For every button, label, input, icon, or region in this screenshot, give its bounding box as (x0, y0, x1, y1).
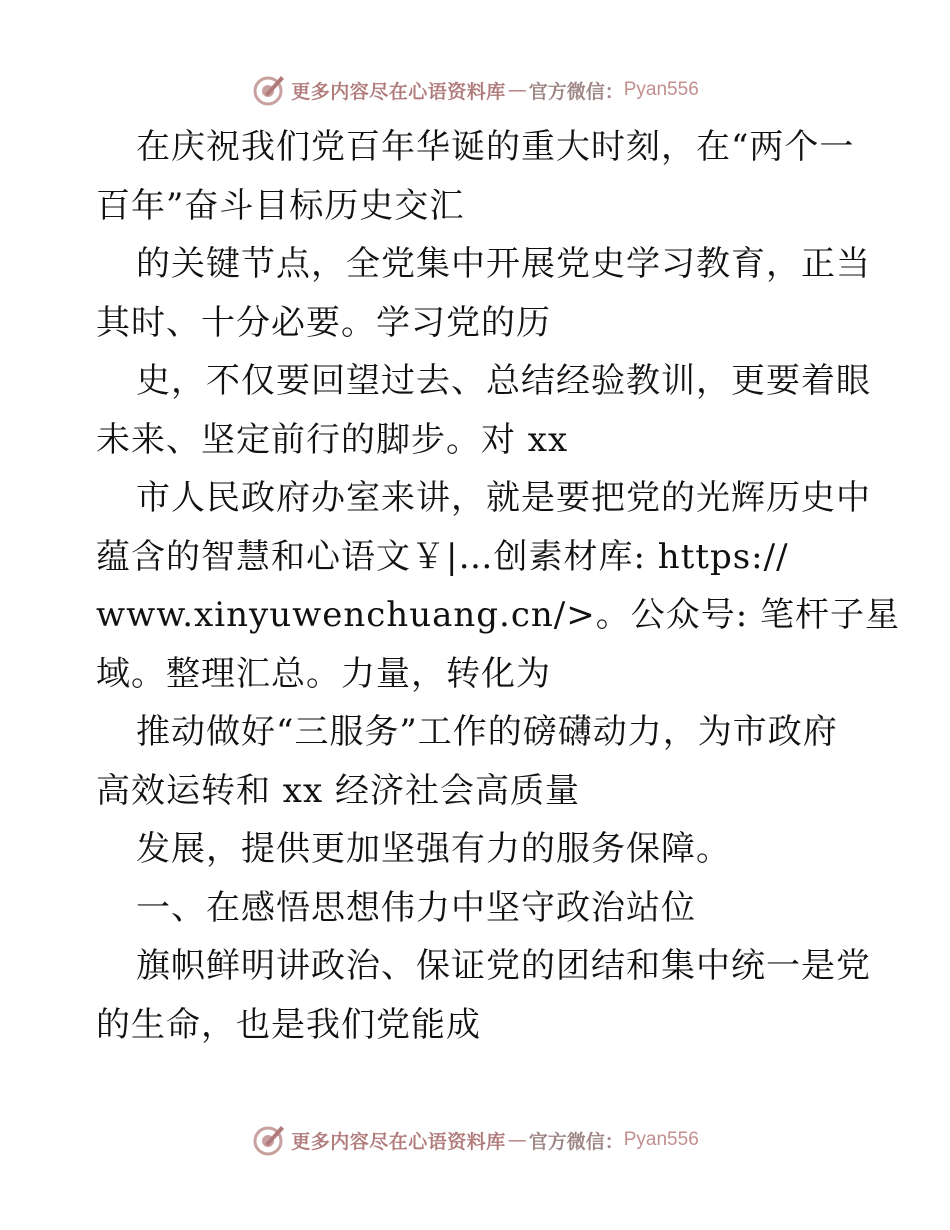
watermark-title: 更多内容尽在心语资料库 (291, 1130, 506, 1153)
text-line: 发展，提供更加坚强有力的服务保障。 (136, 829, 731, 869)
watermark-title: 更多内容尽在心语资料库 (291, 80, 506, 103)
header-watermark (0, 70, 950, 110)
watermark-wechat-label: 官方微信： (528, 1130, 624, 1153)
quill-circle-logo-icon (251, 72, 287, 108)
text-line: 未来、坚定前行的脚步。对 xx (96, 419, 569, 460)
text-line: www.xinyuwenchuang.cn/>。公众号: 笔杆子星 (96, 595, 900, 635)
text-line: 的关键节点，全党集中开展党史学习教育，正当 (136, 244, 871, 284)
text-line: 推动做好“三服务”工作的磅礴动力，为市政府 (136, 712, 838, 752)
quill-circle-logo-icon (251, 1122, 287, 1158)
text-line: 旗帜鲜明讲政治、保证党的团结和集中统一是党 (136, 946, 871, 986)
text-line: 的生命，也是我们党能成 (96, 1004, 481, 1045)
watermark-wechat-id: Pyan556 (623, 79, 699, 100)
text-line: 域。整理汇总。力量，转化为 (96, 653, 551, 694)
watermark-separator: — (507, 79, 527, 101)
text-line: 其时、十分必要。学习党的历 (96, 302, 551, 343)
watermark-wechat-label: 官方微信： (528, 80, 624, 103)
text-line: 百年”奋斗目标历史交汇 (96, 185, 465, 226)
section-heading: 一、在感悟思想伟力中坚守政治站位 (136, 887, 696, 928)
watermark-separator: — (507, 1129, 527, 1151)
text-line: 市人民政府办室来讲，就是要把党的光辉历史中 (136, 478, 871, 518)
text-line: 在庆祝我们党百年华诞的重大时刻，在“两个一 (136, 127, 855, 167)
text-line: 高效运转和 xx 经济社会高质量 (96, 770, 580, 811)
text-line: 蕴含的智慧和心语文￥|…创素材库: https:// (96, 536, 789, 577)
text-line: 史，不仅要回望过去、总结经验教训，更要着眼 (136, 361, 871, 401)
footer-watermark (0, 1120, 950, 1160)
document-body (96, 118, 900, 1054)
watermark-wechat-id: Pyan556 (623, 1129, 699, 1150)
